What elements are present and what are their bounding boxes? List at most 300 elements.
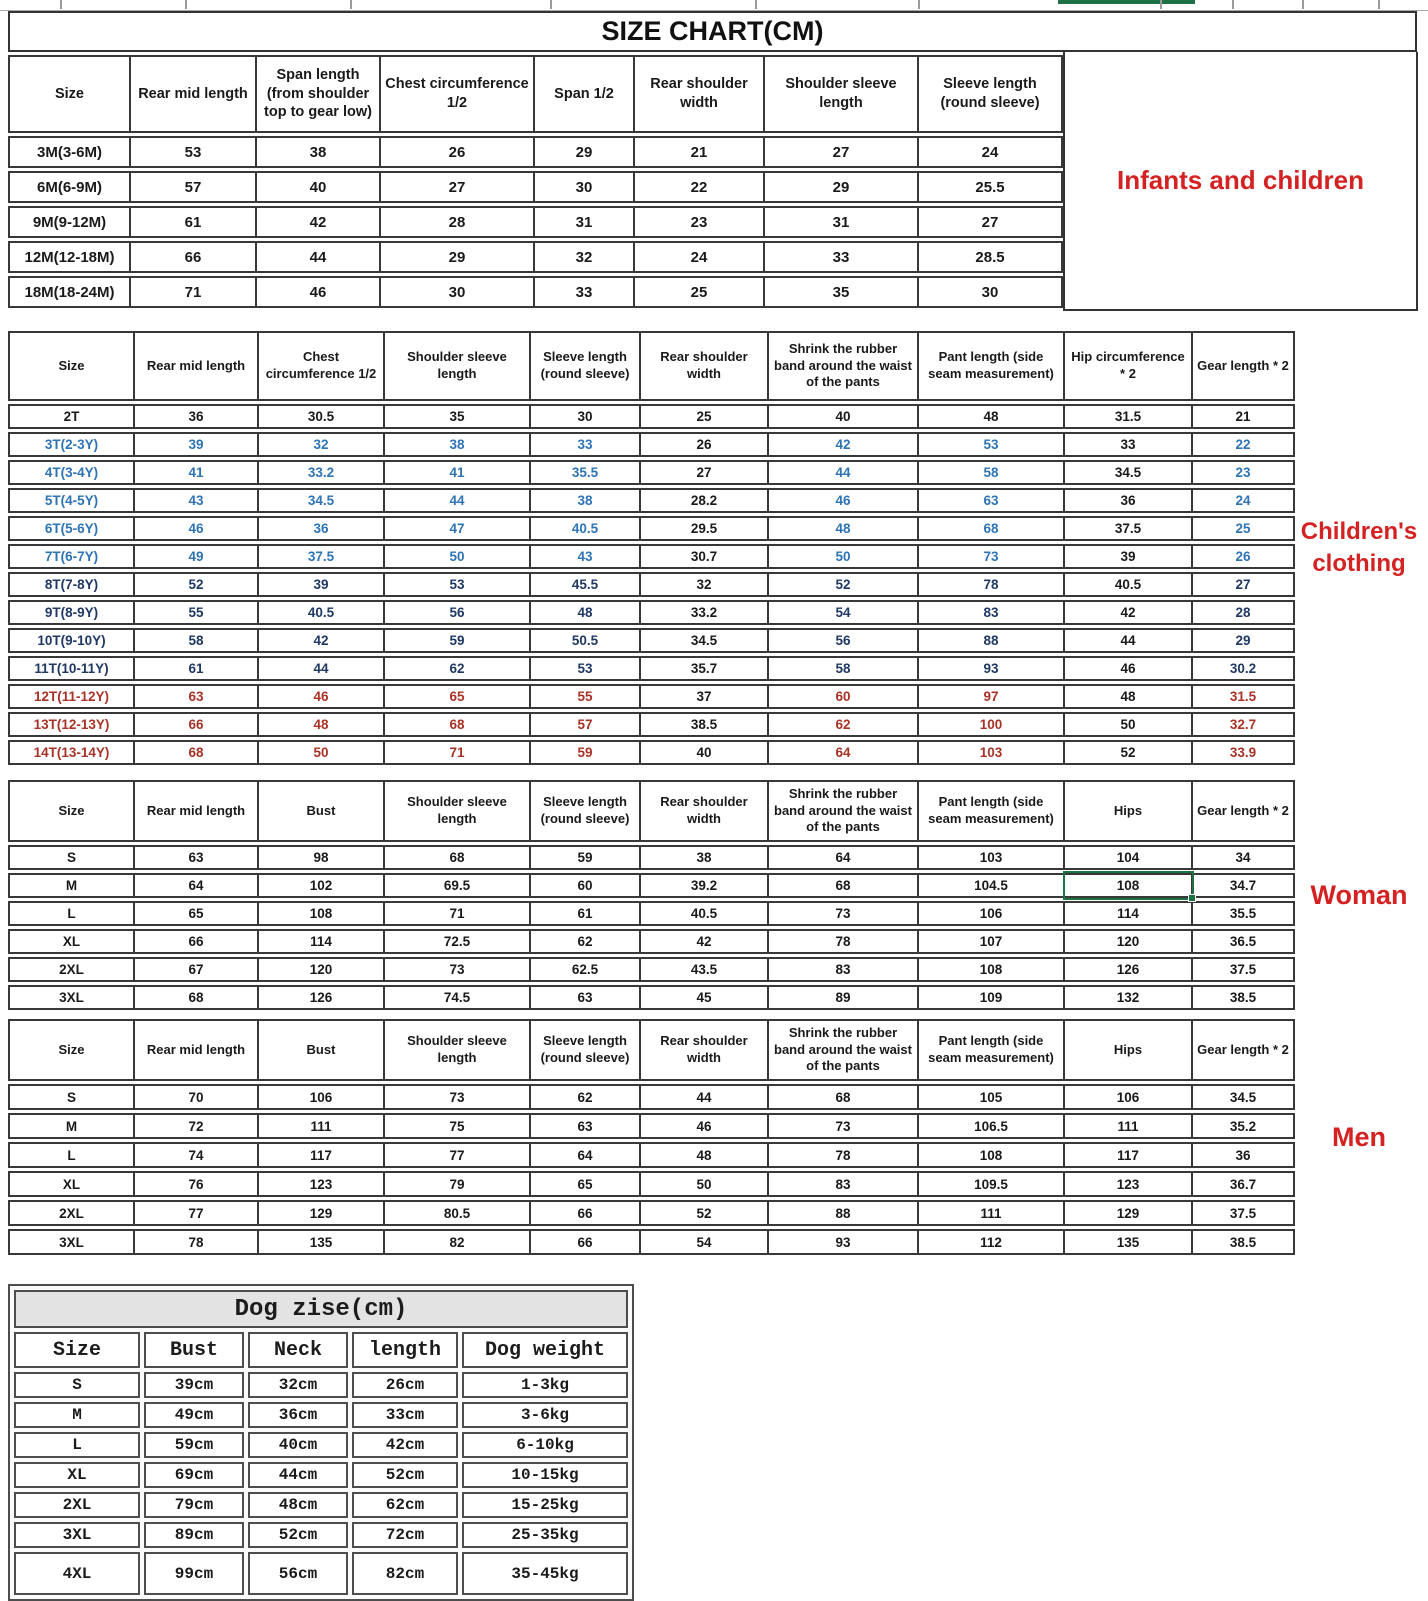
grid-tick <box>1160 0 1162 9</box>
table-cell: 30 <box>530 404 640 429</box>
column-header: Span 1/2 <box>534 55 634 133</box>
table-cell: 56cm <box>248 1552 348 1595</box>
table-cell: 62 <box>530 1084 640 1110</box>
table-cell: 106 <box>918 901 1064 926</box>
grid-tick <box>1378 0 1380 9</box>
table-cell: 27 <box>380 171 534 203</box>
table-cell: 15-25kg <box>462 1492 628 1518</box>
table-cell: 61 <box>530 901 640 926</box>
table-cell: 33.2 <box>258 460 384 485</box>
table-cell: 82 <box>384 1229 530 1255</box>
infants-size-table <box>8 52 1063 311</box>
section-label-woman: Woman <box>1310 879 1408 910</box>
table-cell: 3-6kg <box>462 1402 628 1428</box>
table-cell: 72cm <box>352 1522 458 1548</box>
table-cell: 24 <box>918 136 1063 168</box>
table-cell: 59cm <box>144 1432 244 1458</box>
table-cell: 34 <box>1192 845 1295 870</box>
table-cell: 57 <box>130 171 256 203</box>
table-cell: 58 <box>134 628 258 653</box>
row-size-label: 18M(18-24M) <box>8 276 130 308</box>
table-row <box>8 1200 1295 1226</box>
table-row <box>8 276 1063 308</box>
table-cell: 39 <box>258 572 384 597</box>
column-header: Gear length * 2 <box>1192 1019 1295 1081</box>
table-cell: 117 <box>258 1142 384 1168</box>
table-cell: 46 <box>256 276 380 308</box>
table-cell: 38 <box>640 845 768 870</box>
column-header: Hips <box>1064 780 1192 842</box>
dog-table-title: Dog zise(cm) <box>14 1290 628 1328</box>
table-cell: 35.7 <box>640 656 768 681</box>
table-cell: 28.5 <box>918 241 1063 273</box>
row-size-label: 6M(6-9M) <box>8 171 130 203</box>
table-row <box>8 206 1063 238</box>
grid-tick <box>550 0 552 9</box>
column-header: Shoulder sleeve length <box>384 780 530 842</box>
table-row <box>8 171 1063 203</box>
row-size-label: M <box>8 873 134 898</box>
table-cell: 104 <box>1064 845 1192 870</box>
table-row <box>8 1171 1295 1197</box>
table-cell: 120 <box>258 957 384 982</box>
table-cell: 123 <box>258 1171 384 1197</box>
table-cell: 108 <box>918 1142 1064 1168</box>
table-cell: 27 <box>764 136 918 168</box>
table-cell: 78 <box>134 1229 258 1255</box>
column-header: Neck <box>248 1332 348 1368</box>
table-cell: 50.5 <box>530 628 640 653</box>
table-row <box>14 1372 628 1398</box>
table-cell: 66 <box>530 1229 640 1255</box>
table-cell: 66 <box>134 712 258 737</box>
table-cell: 33cm <box>352 1402 458 1428</box>
grid-tick <box>185 0 187 9</box>
table-cell: 23 <box>634 206 764 238</box>
table-cell: 97 <box>918 684 1064 709</box>
column-header: length <box>352 1332 458 1368</box>
table-cell: 23 <box>1192 460 1295 485</box>
column-header: Size <box>8 780 134 842</box>
table-cell: 44 <box>384 488 530 513</box>
table-cell: 31 <box>764 206 918 238</box>
row-size-label: 3XL <box>8 1229 134 1255</box>
row-size-label: S <box>8 845 134 870</box>
table-cell: 35-45kg <box>462 1552 628 1595</box>
table-cell: 6-10kg <box>462 1432 628 1458</box>
table-cell: 29 <box>380 241 534 273</box>
table-cell: 25 <box>640 404 768 429</box>
table-cell: 33 <box>534 276 634 308</box>
table-cell: 43 <box>134 488 258 513</box>
table-cell: 53 <box>384 572 530 597</box>
table-cell: 89cm <box>144 1522 244 1548</box>
table-cell: 98 <box>258 845 384 870</box>
table-cell: 34.5 <box>258 488 384 513</box>
table-cell: 111 <box>918 1200 1064 1226</box>
column-header: Pant length (side seam measurement) <box>918 1019 1064 1081</box>
table-row <box>8 901 1295 926</box>
table-cell: 106.5 <box>918 1113 1064 1139</box>
row-size-label: L <box>8 1142 134 1168</box>
table-cell: 56 <box>384 600 530 625</box>
table-row <box>8 684 1295 709</box>
table-cell: 25 <box>1192 516 1295 541</box>
table-cell: 68 <box>134 740 258 765</box>
column-header: Shrink the rubber band around the waist of the pants <box>768 331 918 401</box>
table-cell: 129 <box>1064 1200 1192 1226</box>
children-section <box>8 328 1428 768</box>
table-cell: 73 <box>918 544 1064 569</box>
table-cell: 30.5 <box>258 404 384 429</box>
column-header: Rear shoulder width <box>640 1019 768 1081</box>
column-header: Pant length (side seam measurement) <box>918 780 1064 842</box>
table-cell: 40.5 <box>1064 572 1192 597</box>
table-cell: 32 <box>258 432 384 457</box>
table-row <box>8 873 1295 898</box>
table-cell: 41 <box>384 460 530 485</box>
table-cell: 50 <box>258 740 384 765</box>
table-cell: 26 <box>640 432 768 457</box>
grid-tick <box>1302 0 1304 9</box>
table-cell: 71 <box>384 901 530 926</box>
column-header: Hips <box>1064 1019 1192 1081</box>
table-cell: 129 <box>258 1200 384 1226</box>
table-row <box>8 600 1295 625</box>
row-size-label: 2XL <box>8 1200 134 1226</box>
table-cell: 52 <box>134 572 258 597</box>
table-cell: 68 <box>134 985 258 1010</box>
row-size-label: L <box>14 1432 140 1458</box>
table-cell: 36.7 <box>1192 1171 1295 1197</box>
table-cell: 53 <box>530 656 640 681</box>
table-cell: 55 <box>530 684 640 709</box>
table-cell: 57 <box>530 712 640 737</box>
column-header: Hip circumference * 2 <box>1064 331 1192 401</box>
table-cell: 66 <box>530 1200 640 1226</box>
table-cell: 52cm <box>248 1522 348 1548</box>
table-row <box>14 1462 628 1488</box>
table-cell: 27 <box>918 206 1063 238</box>
section-label-children: Children's clothing <box>1300 517 1418 577</box>
table-cell: 99cm <box>144 1552 244 1595</box>
column-header: Sleeve length (round sleeve) <box>530 780 640 842</box>
table-cell: 78 <box>768 1142 918 1168</box>
table-cell: 71 <box>384 740 530 765</box>
column-header: Size <box>8 1019 134 1081</box>
page-title: SIZE CHART(CM) <box>8 11 1417 52</box>
table-cell: 83 <box>768 957 918 982</box>
table-cell: 44 <box>256 241 380 273</box>
table-cell: 29.5 <box>640 516 768 541</box>
table-cell: 30.2 <box>1192 656 1295 681</box>
table-row <box>8 136 1063 168</box>
table-cell: 109.5 <box>918 1171 1064 1197</box>
table-cell: 63 <box>530 1113 640 1139</box>
spreadsheet-gridline-strip <box>0 0 1428 11</box>
column-header: Span length (from shoulder top to gear low) <box>256 55 380 133</box>
row-size-label: 7T(6-7Y) <box>8 544 134 569</box>
row-size-label: S <box>14 1372 140 1398</box>
table-cell: 28 <box>1192 600 1295 625</box>
table-cell: 111 <box>258 1113 384 1139</box>
row-size-label: 10T(9-10Y) <box>8 628 134 653</box>
table-cell: 75 <box>384 1113 530 1139</box>
table-cell: 52cm <box>352 1462 458 1488</box>
table-cell: 114 <box>1064 901 1192 926</box>
table-cell: 64 <box>768 740 918 765</box>
woman-label-box <box>1295 777 1423 1013</box>
dog-section <box>8 1284 1428 1601</box>
table-row <box>8 516 1295 541</box>
table-cell: 126 <box>1064 957 1192 982</box>
table-cell: 135 <box>258 1229 384 1255</box>
column-header: Bust <box>144 1332 244 1368</box>
table-cell: 68 <box>918 516 1064 541</box>
table-cell: 46 <box>1064 656 1192 681</box>
table-cell: 107 <box>918 929 1064 954</box>
men-size-table <box>8 1016 1295 1258</box>
table-cell: 103 <box>918 740 1064 765</box>
table-row <box>8 460 1295 485</box>
grid-tick <box>1232 0 1234 9</box>
column-header: Rear shoulder width <box>640 780 768 842</box>
table-cell: 43 <box>530 544 640 569</box>
column-header: Sleeve length (round sleeve) <box>918 55 1063 133</box>
column-header: Shoulder sleeve length <box>764 55 918 133</box>
table-cell: 38 <box>384 432 530 457</box>
row-size-label: 13T(12-13Y) <box>8 712 134 737</box>
table-cell: 40.5 <box>530 516 640 541</box>
table-cell: 29 <box>1192 628 1295 653</box>
table-cell: 76 <box>134 1171 258 1197</box>
table-cell: 60 <box>530 873 640 898</box>
selected-column-indicator <box>1058 0 1195 4</box>
table-row <box>8 740 1295 765</box>
table-cell: 35.5 <box>530 460 640 485</box>
table-cell: 42 <box>256 206 380 238</box>
table-row <box>8 241 1063 273</box>
table-cell: 100 <box>918 712 1064 737</box>
table-cell: 49 <box>134 544 258 569</box>
table-cell: 58 <box>768 656 918 681</box>
table-cell: 25 <box>634 276 764 308</box>
table-cell: 39 <box>134 432 258 457</box>
row-size-label: M <box>14 1402 140 1428</box>
column-header: Shrink the rubber band around the waist of the pants <box>768 780 918 842</box>
table-cell: 26 <box>1192 544 1295 569</box>
table-cell: 30.7 <box>640 544 768 569</box>
grid-tick <box>350 0 352 9</box>
column-header: Shrink the rubber band around the waist of the pants <box>768 1019 918 1081</box>
table-cell: 88 <box>918 628 1064 653</box>
table-cell: 54 <box>640 1229 768 1255</box>
table-row <box>8 985 1295 1010</box>
table-cell: 37 <box>640 684 768 709</box>
table-cell: 24 <box>1192 488 1295 513</box>
table-cell: 41 <box>134 460 258 485</box>
table-cell: 46 <box>640 1113 768 1139</box>
table-cell: 66 <box>134 929 258 954</box>
column-header: Gear length * 2 <box>1192 780 1295 842</box>
table-cell: 30 <box>918 276 1063 308</box>
table-cell: 32 <box>640 572 768 597</box>
table-cell: 50 <box>768 544 918 569</box>
table-row <box>14 1522 628 1548</box>
table-cell: 48 <box>1064 684 1192 709</box>
table-cell: 83 <box>918 600 1064 625</box>
table-cell: 62 <box>768 712 918 737</box>
column-header: Rear mid length <box>130 55 256 133</box>
column-header: Rear shoulder width <box>640 331 768 401</box>
table-cell: 73 <box>768 901 918 926</box>
table-cell: 50 <box>1064 712 1192 737</box>
table-cell: 35 <box>384 404 530 429</box>
table-row <box>14 1402 628 1428</box>
table-cell: 59 <box>530 740 640 765</box>
table-cell: 71 <box>130 276 256 308</box>
table-cell: 31.5 <box>1192 684 1295 709</box>
table-cell: 37.5 <box>258 544 384 569</box>
table-cell: 39 <box>1064 544 1192 569</box>
selected-cell[interactable]: 108 <box>1064 873 1192 898</box>
table-cell: 10-15kg <box>462 1462 628 1488</box>
table-cell: 50 <box>384 544 530 569</box>
infants-section <box>8 11 1428 311</box>
table-cell: 72.5 <box>384 929 530 954</box>
table-cell: 25-35kg <box>462 1522 628 1548</box>
table-cell: 39.2 <box>640 873 768 898</box>
table-cell: 49cm <box>144 1402 244 1428</box>
table-cell: 39cm <box>144 1372 244 1398</box>
table-cell: 27 <box>640 460 768 485</box>
table-cell: 31 <box>534 206 634 238</box>
table-row <box>14 1432 628 1458</box>
table-cell: 109 <box>918 985 1064 1010</box>
table-cell: 58 <box>918 460 1064 485</box>
row-size-label: 3XL <box>14 1522 140 1548</box>
table-cell: 77 <box>384 1142 530 1168</box>
table-cell: 42 <box>640 929 768 954</box>
table-cell: 106 <box>1064 1084 1192 1110</box>
table-cell: 25.5 <box>918 171 1063 203</box>
table-cell: 26 <box>380 136 534 168</box>
table-cell: 33.9 <box>1192 740 1295 765</box>
table-cell: 34.5 <box>1064 460 1192 485</box>
table-cell: 35 <box>764 276 918 308</box>
table-row <box>8 712 1295 737</box>
row-size-label: 3M(3-6M) <box>8 136 130 168</box>
table-cell: 89 <box>768 985 918 1010</box>
table-row <box>8 1113 1295 1139</box>
column-header: Pant length (side seam measurement) <box>918 331 1064 401</box>
table-cell: 55 <box>134 600 258 625</box>
table-cell: 33 <box>1064 432 1192 457</box>
row-size-label: 4XL <box>14 1552 140 1595</box>
men-section <box>8 1016 1428 1258</box>
column-header: Rear mid length <box>134 1019 258 1081</box>
table-cell: 73 <box>384 1084 530 1110</box>
table-cell: 44 <box>1064 628 1192 653</box>
table-row <box>14 1492 628 1518</box>
grid-tick <box>918 0 920 9</box>
table-cell: 30 <box>380 276 534 308</box>
table-cell: 79cm <box>144 1492 244 1518</box>
table-cell: 45 <box>640 985 768 1010</box>
children-label-box <box>1295 328 1423 768</box>
table-cell: 40 <box>640 740 768 765</box>
table-cell: 32 <box>534 241 634 273</box>
table-row <box>8 488 1295 513</box>
row-size-label: 2XL <box>8 957 134 982</box>
section-label-men: Men <box>1332 1121 1386 1152</box>
table-cell: 66 <box>130 241 256 273</box>
table-cell: 33 <box>764 241 918 273</box>
column-header: Shoulder sleeve length <box>384 331 530 401</box>
row-size-label: M <box>8 1113 134 1139</box>
row-size-label: S <box>8 1084 134 1110</box>
table-cell: 93 <box>768 1229 918 1255</box>
table-cell: 53 <box>918 432 1064 457</box>
row-size-label: 12T(11-12Y) <box>8 684 134 709</box>
table-cell: 48 <box>530 600 640 625</box>
table-cell: 44 <box>640 1084 768 1110</box>
table-row <box>8 628 1295 653</box>
table-cell: 64 <box>768 845 918 870</box>
column-header: Bust <box>258 780 384 842</box>
table-cell: 132 <box>1064 985 1192 1010</box>
column-header: Size <box>8 55 130 133</box>
row-size-label: 11T(10-11Y) <box>8 656 134 681</box>
table-cell: 38 <box>256 136 380 168</box>
table-cell: 37.5 <box>1192 957 1295 982</box>
table-cell: 73 <box>384 957 530 982</box>
table-cell: 38.5 <box>1192 985 1295 1010</box>
table-cell: 48 <box>918 404 1064 429</box>
table-cell: 38.5 <box>1192 1229 1295 1255</box>
table-cell: 106 <box>258 1084 384 1110</box>
table-row <box>8 845 1295 870</box>
table-cell: 30 <box>534 171 634 203</box>
table-cell: 40.5 <box>640 901 768 926</box>
table-cell: 24 <box>634 241 764 273</box>
table-cell: 120 <box>1064 929 1192 954</box>
table-cell: 62.5 <box>530 957 640 982</box>
table-cell: 60 <box>768 684 918 709</box>
table-cell: 62 <box>384 656 530 681</box>
column-header: Sleeve length (round sleeve) <box>530 1019 640 1081</box>
row-size-label: 9M(9-12M) <box>8 206 130 238</box>
table-row <box>14 1552 628 1595</box>
table-cell: 42cm <box>352 1432 458 1458</box>
table-cell: 34.7 <box>1192 873 1295 898</box>
table-cell: 117 <box>1064 1142 1192 1168</box>
table-cell: 61 <box>130 206 256 238</box>
table-cell: 26cm <box>352 1372 458 1398</box>
column-header: Chest circumference 1/2 <box>380 55 534 133</box>
table-cell: 32.7 <box>1192 712 1295 737</box>
table-cell: 33.2 <box>640 600 768 625</box>
row-size-label: 5T(4-5Y) <box>8 488 134 513</box>
table-cell: 70 <box>134 1084 258 1110</box>
table-cell: 108 <box>258 901 384 926</box>
row-size-label: 4T(3-4Y) <box>8 460 134 485</box>
column-header: Size <box>14 1332 140 1368</box>
table-row <box>8 1142 1295 1168</box>
table-cell: 46 <box>768 488 918 513</box>
table-cell: 72 <box>134 1113 258 1139</box>
table-cell: 65 <box>530 1171 640 1197</box>
